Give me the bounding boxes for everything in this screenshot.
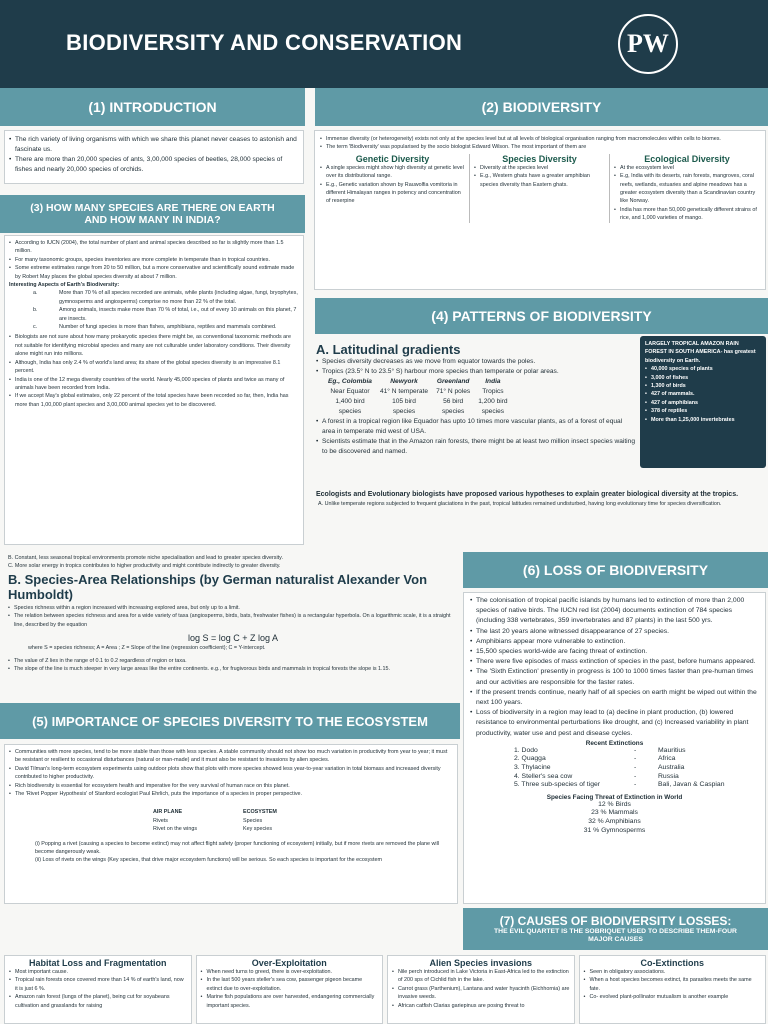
list-item — [9, 289, 299, 306]
list-item — [9, 323, 299, 331]
cause-list — [201, 968, 379, 1010]
section-causes-header — [463, 908, 768, 950]
table-row — [510, 764, 729, 773]
list-item: • 427 of mammals. — [645, 390, 761, 398]
list-item: 32 % Amphibians — [588, 818, 641, 825]
table-cell: 56 bird — [443, 398, 464, 405]
table-cell: Eg., Colombia — [328, 378, 372, 385]
table-row — [510, 755, 729, 764]
table-cell: Rivets — [153, 817, 168, 824]
list-item: • Most important cause. — [9, 968, 187, 976]
table-row — [510, 781, 729, 790]
list-item: • 378 of reptiles — [645, 407, 761, 415]
list-item: • Tropical rain forests once covered more than 14 % of earth's land, now it is just 6 %. — [9, 976, 187, 993]
item-marker: a. — [33, 290, 38, 297]
item-text: More than 70 % of all species recorded are animals, while plants (including algae, fungi, bryophytes, gymnosperms and angiosperms) comprise no more than 22 % of the total. — [59, 290, 298, 305]
importance-list — [9, 748, 453, 798]
latitude-table — [324, 377, 512, 417]
species-diversity-column — [470, 154, 610, 223]
importance-body — [4, 744, 458, 904]
recent-extinctions-heading: Recent Extinctions — [585, 739, 644, 747]
species-count-list-2 — [9, 333, 299, 409]
table-row — [149, 817, 281, 825]
table-cell: species — [481, 408, 505, 415]
list-item: • Diversity at the species level — [474, 164, 605, 172]
table-cell: Species — [243, 817, 263, 824]
list-item: • A forest in a tropical region like Equador has upto 10 times more vascular plants, as of a forest of equal area in temperate mid west of USA. — [316, 417, 636, 437]
list-item: • E.g, India with its deserts, rain forests, mangroves, coral reefs, wetlands, estuaries and alpine meadows has a greater ecosystem diversity than a Scandinavian country like Norway. — [614, 172, 760, 206]
list-item: • The rich variety of living organisms with which we share this planet never ceases to astonish and fascinate us. — [9, 135, 299, 155]
list-item: • Co- evolved plant-pollinator mutualism is another example — [584, 993, 762, 1001]
section-title: (5) IMPORTANCE OF SPECIES DIVERSITY TO THE ECOSYSTEM — [32, 713, 428, 729]
column-heading: Species Diversity — [502, 153, 577, 164]
table-row — [324, 397, 512, 407]
list-item: • 3,000 of fishes — [645, 374, 761, 382]
list-item: • More than 1,25,000 invertebrates — [645, 416, 761, 424]
table-cell: Greenland — [436, 378, 470, 385]
list-item: • Species diversity decreases as we move from equator towards the poles. — [316, 357, 636, 367]
cause-list — [584, 968, 762, 1002]
loss-list — [470, 596, 759, 739]
list-item: • A single species might show high diversity at genetic level over its distributional range. — [320, 164, 465, 181]
table-cell: Key species — [243, 826, 273, 833]
latitudinal-gradients-block — [316, 342, 636, 457]
list-item: • Carrot grass (Parthenium), Lantana and water hyacinth (Eichhornia) are invasive weeds. — [392, 985, 570, 1002]
table-row — [149, 808, 281, 816]
species-area-equation: log S = log C + Z log A — [187, 633, 279, 644]
page-title: BIODIVERSITY AND CONSERVATION — [66, 30, 463, 55]
genetic-diversity-column — [320, 154, 470, 223]
list-item: • Biologists are not sure about how many prokaryotic species there might be, as conventional taxonomic methods are not suitable for identifying microbial species and many are not culturable under laboratory conditions. Their diversity alone might run into millions. — [9, 333, 299, 358]
cause-over-exploitation — [196, 955, 384, 1024]
list-item: • The last 20 years alone witnessed disappearance of 27 species. — [470, 627, 759, 637]
list-item: • 40,000 species of plants — [645, 365, 761, 373]
section-species-count-header — [0, 195, 305, 233]
species-area-list-2 — [8, 657, 458, 674]
item-text: Number of fungi species is more than fishes, amphibians, reptiles and mammals combined. — [59, 324, 277, 331]
list-item: • When need turns to greed, there is over-exploitation. — [201, 968, 379, 976]
list-item: 23 % Mammals — [591, 809, 638, 817]
ecological-list — [614, 164, 760, 223]
hypotheses-bc — [8, 554, 458, 571]
section-introduction-header — [0, 88, 305, 126]
list-item: • India is one of the 12 mega diversity countries of the world. Nearly 45,000 species of plants and twice as many of animals have been recorded from India. — [9, 376, 299, 393]
column-heading: Habitat Loss and Fragmentation — [28, 958, 167, 968]
cause-alien-species — [387, 955, 575, 1024]
table-row — [324, 407, 512, 417]
table-row — [149, 825, 281, 833]
list-item: • 427 of amphibians — [645, 399, 761, 407]
cause-list — [392, 968, 570, 1010]
section-title: (7) CAUSES OF BIODIVERSITY LOSSES: — [499, 913, 732, 928]
list-item: • Scientists estimate that in the Amazon rain forests, there might be at least two million insect species waiting to be discovered and named. — [316, 437, 636, 457]
table-cell: 5. Three sub-species of tiger — [514, 781, 601, 789]
species-area-block — [8, 572, 458, 673]
table-cell: Australia — [658, 764, 685, 772]
list-item: • In the last 500 years steller's sea cow, passenger pigeon became extinct due to over-exploitation. — [201, 976, 379, 993]
latitudinal-list-2 — [316, 417, 636, 457]
table-cell: 1. Dodo — [514, 746, 538, 754]
list-item: • The 'Rivet Popper Hypothesis' of Stanford ecologist Paul Ehrlich, puts the importance of a species in proper perspective. — [9, 790, 453, 798]
table-cell: - — [634, 772, 637, 780]
list-item: • Immense diversity (or heterogeneity) exists not only at the species level but at all levels of biological organisation ranging from macromolecules within cells to biomes. — [320, 135, 760, 143]
list-item: • India has more than 50,000 genetically different strains of rice, and 1,000 varieties of mango. — [614, 206, 760, 223]
hypotheses-block — [316, 489, 764, 508]
table-cell: AIR PLANE — [153, 809, 183, 816]
list-item: • According to IUCN (2004), the total number of plant and animal species described so far is slightly more than 1.5 million. — [9, 239, 299, 256]
introduction-list — [9, 135, 299, 175]
column-heading: Ecological Diversity — [644, 153, 730, 164]
threat-list — [470, 801, 759, 835]
item-marker: c. — [33, 324, 38, 331]
list-item: • Rich biodiversity is essential for ecosystem health and imperative for the very survival of human race on this planet. — [9, 782, 453, 790]
list-item: • Communities with more species, tend to be more stable than those with less species. A stable community should not show too much variation in productivity from year to year; it must be resistant or resilient to occasional disturbances (natural or man-made) and it must also be resistant to invasions by alien species. — [9, 748, 453, 765]
list-item: • For many taxonomic groups, species inventories are more complete in temperate than in tropical countries. — [9, 256, 299, 264]
aspects-list — [9, 289, 299, 331]
list-item: • Amphibians appear more vulnerable to extinction. — [470, 637, 759, 647]
diversity-columns — [320, 154, 760, 223]
table-cell: - — [634, 755, 637, 763]
list-item: • When a host species becomes extinct, its parasites meets the same fate. — [584, 976, 762, 993]
hypothesis-b: B. Constant, less seasonal tropical environments promote niche specialisation and lead to greater species diversity. — [8, 555, 283, 561]
list-item: • Marine fish populations are over harvested, endangering commercially important species. — [201, 993, 379, 1010]
table-cell: 71° N poles — [436, 388, 471, 395]
list-item: • At the ecosystem level — [614, 164, 760, 172]
hypothesis-c: C. More solar energy in tropics contributes to higher productivity and might contribute indirectly to greater diversity. — [8, 563, 281, 570]
biodiversity-list — [320, 135, 760, 152]
causes-columns — [4, 955, 766, 1024]
list-item: • David Tilman's long-term ecosystem experiments using outdoor plots show that plots with more species showed less year-to-year variation in total biomass and increased diversity contributed to higher productivity. — [9, 765, 453, 782]
recent-extinctions-table — [510, 747, 729, 790]
column-heading: Over-Exploitation — [251, 958, 327, 968]
list-item: • Tropics (23.5° N to 23.5° S) harbour more species than temperate or polar areas. — [316, 367, 636, 377]
table-cell: ECOSYSTEM — [243, 809, 277, 816]
pw-logo: PW — [618, 14, 678, 74]
table-cell: species — [392, 408, 416, 415]
table-cell: species — [338, 408, 362, 415]
rivet-notes — [9, 840, 453, 865]
table-cell: 1,200 bird — [478, 398, 508, 405]
hypothesis-a: A. Unlike temperate regions subjected to frequent glaciations in the past, tropical latitudes remained undisturbed, having long evolutionary time for species diversification. — [318, 501, 722, 507]
section-title: (3) HOW MANY SPECIES ARE THERE ON EARTH AND HOW MANY IN INDIA? — [30, 202, 275, 226]
cause-list — [9, 968, 187, 1010]
species-list — [474, 164, 605, 189]
column-heading: Genetic Diversity — [355, 153, 430, 164]
amazon-heading: LARGELY TROPICAL AMAZON RAIN FOREST IN SOUTH AMERICA- has greatest biodiversity on Earth. — [645, 341, 756, 364]
table-cell: species — [441, 408, 465, 415]
table-cell: - — [634, 746, 637, 754]
list-item: • Some extreme estimates range from 20 to 50 million, but a more conservative and scientifically sound estimate made by Robert May places the global species diversity at about 7 million. — [9, 264, 299, 281]
column-heading: Co-Extinctions — [640, 958, 704, 968]
table-cell: 4. Steller's sea cow — [514, 772, 573, 780]
table-cell: - — [634, 764, 637, 772]
cause-co-extinctions — [579, 955, 767, 1024]
threat-heading: Species Facing Threat of Extinction in World — [546, 793, 683, 801]
list-item: • The term 'Biodiversity' was popularised by the socio biologist Edward Wilson. The most important of them are — [320, 143, 760, 151]
table-cell: India — [485, 378, 501, 385]
genetic-list — [320, 164, 465, 206]
table-cell: Africa — [658, 755, 676, 763]
section-title: (4) PATTERNS OF BIODIVERSITY — [431, 308, 652, 324]
table-cell: Near Equator — [330, 388, 370, 395]
table-row — [510, 773, 729, 782]
table-cell: 105 bird — [392, 398, 416, 405]
amazon-list — [645, 365, 761, 424]
hypotheses-heading: Ecologists and Evolutionary biologists have proposed various hypotheses to explain greater biological diversity at the tropics. — [316, 491, 739, 498]
list-item: • The value of Z lies in the range of 0.1 to 0.2 regardless of region or taxa. — [8, 657, 458, 665]
species-count-list — [9, 239, 299, 281]
column-heading: Alien Species invasions — [429, 958, 533, 968]
ecological-diversity-column — [610, 154, 760, 223]
list-item: • African catfish Clarias gariepinus are posing threat to — [392, 1002, 570, 1010]
section-patterns-header — [315, 298, 768, 334]
amazon-info-box — [640, 336, 766, 468]
list-item — [9, 306, 299, 323]
list-item: • E.g., Genetic variation shown by Rauwolfia vomitoria in different Himalayan ranges in potency and concentration of reserpine — [320, 181, 465, 206]
table-cell: Russia — [658, 772, 679, 780]
list-item: • The relation between species richness and area for a wide variety of taxa (angiosperms, birds, bats, freshwater fishes) is a rectangular hyperbola. On a logarithmic scale, it is a straight line, described by the equation — [8, 612, 458, 629]
list-item: • Seen in obligatory associations. — [584, 968, 762, 976]
list-item: • Species richness within a region increased with increasing explored area, but only up to a limit. — [8, 604, 458, 612]
table-cell: Newyork — [390, 378, 418, 385]
list-item: • 1,300 of birds — [645, 382, 761, 390]
section-title: (1) INTRODUCTION — [88, 99, 217, 115]
table-row — [510, 747, 729, 756]
biodiversity-body — [314, 130, 766, 290]
list-item: • There were five episodes of mass extinction of species in the past, before humans appeared. — [470, 657, 759, 667]
cause-habitat-loss — [4, 955, 192, 1024]
list-item: • There are more than 20,000 species of ants, 3,00,000 species of beetles, 28,000 species of fishes and nearly 20,000 species of orchids. — [9, 155, 299, 175]
item-text: Among animals, insects make more than 70 % of total, i.e., out of every 10 animals on this planet, 7 are insects. — [59, 307, 297, 322]
list-item: 31 % Gymnosperms — [583, 826, 646, 834]
list-item: • Nile perch introduced in Lake Victoria in East-Africa led to the extinction of 200 sps of Cichlid fish in the lake. — [392, 968, 570, 985]
list-item: • The 'Sixth Extinction' presently in progress is 100 to 1000 times faster than pre-human times and our activities are responsible for the faster rates. — [470, 667, 759, 687]
introduction-body — [4, 130, 304, 184]
list-item: • Loss of biodiversity in a region may lead to (a) decline in plant production, (b) lowered resistance to environmental perturbations like drought, and (c) Increased variability in plant productivity, water use and pest and disease cycles. — [470, 708, 759, 739]
section-title: (2) BIODIVERSITY — [481, 99, 602, 115]
loss-body — [463, 592, 766, 904]
list-item: • Amazon rain forest (lungs of the planet), being cut for soyabeans cultivation and grasslands for raising — [9, 993, 187, 1010]
equation-legend: where S = species richness; A = Area ; Z = Slope of the line (regression coefficient); C = Y-intercept. — [28, 645, 266, 652]
table-cell: Rivet on the wings — [153, 826, 198, 833]
list-item: (i) Popping a rivet (causing a species to become extinct) may not affect flight safety (proper functioning of ecosystem) initially, but if more rivets are removed the plane will become dangerously weak. — [35, 840, 439, 856]
table-cell: Mauritius — [658, 746, 686, 754]
table-row — [324, 377, 512, 387]
list-item: • If we accept May's global estimates, only 22 percent of the total species have been recorded so far, then, India has more than 1,00,000 plant species and 3,00,000 animal species yet to be discovered. — [9, 392, 299, 409]
section-importance-header — [0, 703, 460, 739]
item-marker: b. — [33, 307, 38, 314]
list-item: • 15,500 species world-wide are facing threat of extinction. — [470, 647, 759, 657]
table-cell: 41° N temperate — [379, 388, 429, 395]
list-item: • Although, India has only 2.4 % of world's land area; its share of the global species diversity is an impressive 8.1 percent. — [9, 359, 299, 376]
list-item: • E.g., Western ghats have a greater amphibian species diversity than Eastern ghats. — [474, 172, 605, 189]
table-cell: 1,400 bird — [335, 398, 365, 405]
list-item: • The colonisation of tropical pacific islands by humans led to extinction of more than 2,000 species of native birds. The IUCN red list (2004) documents extinction of 784 species (including 338 vertebrates, 359 invertebrates and 87 plants) in the last 500 yrs. — [470, 596, 759, 627]
list-item: • The slope of the line is much steeper in very large areas like the entire continents. e.g., for frugivorous birds and mammals in tropical forests the slope is 1.15. — [8, 665, 458, 673]
latitudinal-list — [316, 357, 636, 377]
table-row — [324, 387, 512, 397]
table-cell: 2. Quagga — [514, 755, 546, 763]
species-area-heading: B. Species-Area Relationships (by German naturalist Alexander Von Humboldt) — [8, 572, 428, 602]
list-item: (ii) Loss of rivets on the wings (Key species, that drive major ecosystem functions) will be serious. So each species is important for the ecosystem — [35, 857, 382, 864]
section-subtitle: THE EVIL QUARTET IS THE SOBRIQUET USED TO DESCRIBE THEM-FOUR MAJOR CAUSES — [494, 927, 737, 943]
list-item: 12 % Birds — [598, 800, 631, 808]
species-count-body — [4, 235, 304, 545]
rivet-table — [149, 808, 281, 833]
table-cell: Tropics — [482, 388, 504, 395]
section-biodiversity-header — [315, 88, 768, 126]
interesting-aspects-heading: Interesting Aspects of Earth's Biodiversity: — [9, 282, 120, 289]
latitudinal-heading: A. Latitudinal gradients — [316, 342, 461, 357]
table-cell: 3. Thylacine — [514, 764, 551, 772]
table-cell: Bali, Javan & Caspian — [658, 781, 725, 789]
list-item: • If the present trends continue, nearly half of all species on earth might be wiped out within the next 100 years. — [470, 688, 759, 708]
section-loss-header — [463, 552, 768, 588]
table-cell: - — [634, 781, 637, 789]
species-area-list — [8, 604, 458, 629]
section-title: (6) LOSS OF BIODIVERSITY — [522, 562, 709, 578]
